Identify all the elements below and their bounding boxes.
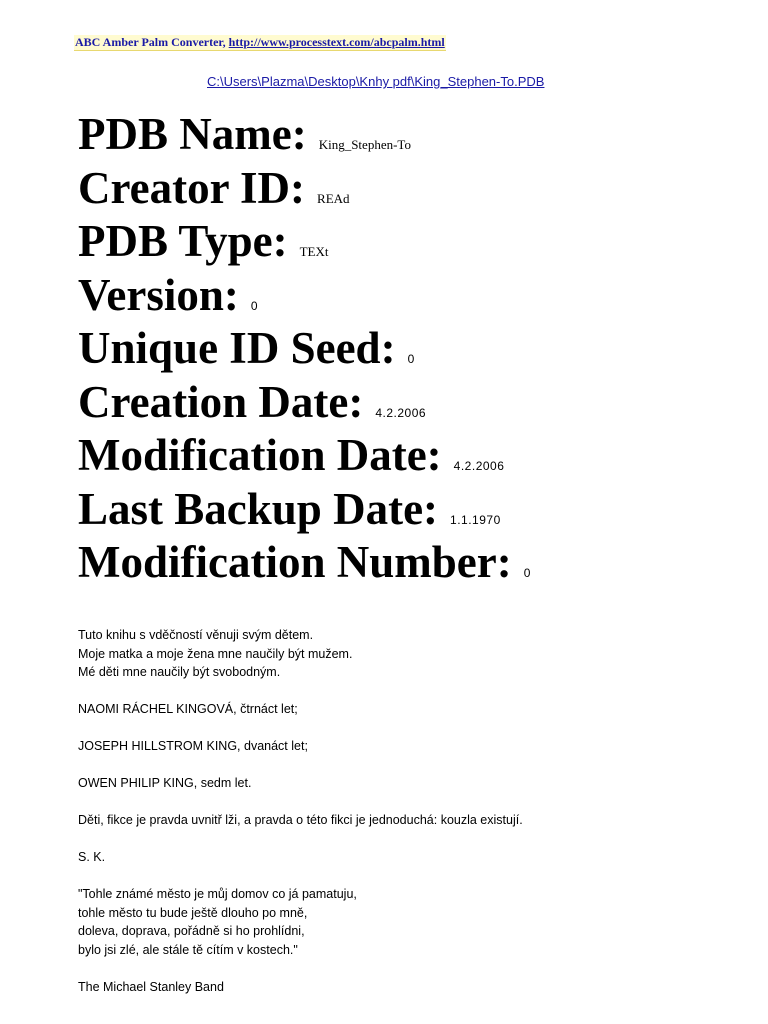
meta-row-modification-date	[78, 430, 531, 487]
meta-label: PDB Name:	[78, 109, 307, 159]
dedication	[78, 626, 718, 682]
meta-label: Last Backup Date:	[78, 483, 439, 534]
child-joseph: JOSEPH HILLSTROM KING, dvanáct let;	[78, 739, 308, 753]
signature: S. K.	[78, 850, 106, 864]
book-body	[78, 626, 718, 1015]
meta-label: PDB Type:	[78, 216, 288, 266]
meta-value: REAd	[317, 190, 350, 206]
converter-url-link[interactable]: http://www.processtext.com/abcpalm.html	[228, 35, 445, 49]
converter-header	[74, 35, 446, 51]
dedication-line: Moje matka a moje žena mne naučily být mužem.	[78, 646, 353, 661]
converter-name: ABC Amber Palm Converter,	[75, 35, 226, 49]
meta-row-creation-date	[78, 376, 531, 434]
meta-value: 4.2.2006	[375, 405, 427, 420]
meta-label: Modification Date:	[78, 430, 442, 480]
pdb-metadata	[78, 109, 531, 594]
meta-label: Version:	[78, 269, 239, 320]
meta-row-creator-id	[78, 162, 531, 220]
quote-line: bylo jsi zlé, ale stále tě cítím v kostech."	[78, 942, 298, 957]
dedication-line: Mé děti mne naučily být svobodným.	[78, 665, 281, 679]
meta-row-version	[78, 269, 531, 327]
meta-row-last-backup-date	[78, 483, 531, 541]
meta-row-unique-id-seed	[78, 323, 531, 380]
meta-value: 1.1.1970	[450, 512, 501, 527]
child-naomi: NAOMI RÁCHEL KINGOVÁ, čtrnáct let;	[78, 702, 298, 716]
meta-value: 0	[250, 298, 259, 313]
meta-label: Creator ID:	[78, 162, 306, 213]
meta-row-modification-number	[78, 537, 531, 594]
meta-value: 4.2.2006	[453, 459, 505, 473]
dedication-line: Tuto knihu s vděčností věnuji svým dětem.	[78, 628, 314, 642]
meta-label: Unique ID Seed:	[78, 323, 396, 373]
meta-value: TEXt	[299, 244, 329, 259]
child-owen: OWEN PHILIP KING, sedm let.	[78, 776, 252, 790]
epigraph-quote	[78, 885, 718, 959]
meta-label: Modification Number:	[78, 537, 512, 587]
meta-value: King_Stephen-To	[318, 137, 411, 152]
meta-label: Creation Date:	[78, 376, 364, 427]
meta-row-pdb-name	[78, 109, 531, 166]
meta-value: 0	[407, 352, 415, 366]
meta-row-pdb-type	[78, 216, 531, 273]
meta-value: 0	[523, 566, 531, 580]
quote-line: tohle město tu bude ještě dlouho po mně,	[78, 905, 308, 920]
quote-line: doleva, doprava, pořádně si ho prohlídni,	[78, 924, 305, 938]
quote-line: "Tohle známé město je můj domov co já pamatuju,	[78, 887, 357, 901]
quote-source: The Michael Stanley Band	[78, 979, 224, 994]
file-path-link[interactable]: C:\Users\Plazma\Desktop\Knhy pdf\King_Stephen-To.PDB	[207, 74, 545, 89]
fiction-note: Děti, fikce je pravda uvnitř lži, a pravda o této fikci je jednoduchá: kouzla existují.	[78, 813, 523, 827]
